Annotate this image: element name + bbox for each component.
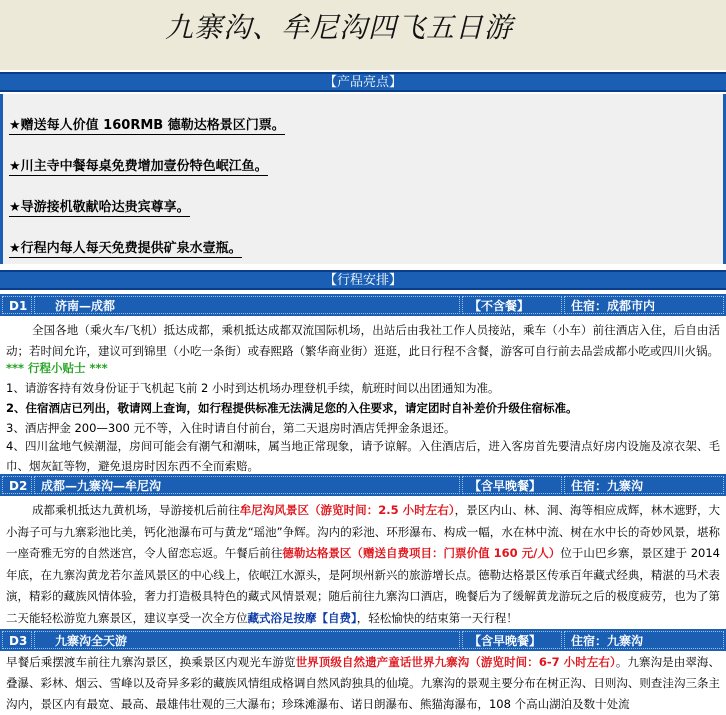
day-stay: 住宿：九寨沟 bbox=[564, 476, 724, 494]
itinerary-header-bar bbox=[0, 270, 726, 290]
highlight-item: ★川主寺中餐每桌免费增加壹份特色岷江鱼。 bbox=[9, 155, 268, 176]
tip-item: 1、请游客持有效身份证于飞机起飞前 2 小时到达机场办理登机手续，航班时间以出团通知为准。 bbox=[6, 381, 500, 395]
highlight-item: ★导游接机敬献哈达贵宾尊享。 bbox=[9, 196, 190, 217]
day-description: 全国各地（乘火车/飞机）抵达成都，乘机抵达成都双流国际机场，出站后由我社工作人员接站，乘车（小车）前往酒店入住，后自由活动；若时间允许，建议可到锦里（小吃一条街）或春熙路（繁华商业街）逛逛，此日行程不含餐，游客可自行前去品尝成都小吃或四川火锅。 bbox=[6, 323, 720, 358]
highlight-item: ★赠送每人价值 160RMB 德勒达格景区门票。 bbox=[9, 114, 285, 135]
highlight-item: ★行程内每人每天免费提供矿泉水壹瓶。 bbox=[9, 237, 242, 258]
highlights-panel bbox=[0, 94, 726, 264]
itinerary-header: 【行程安排】 bbox=[323, 273, 402, 288]
title-band bbox=[0, 0, 726, 70]
day-header-row bbox=[0, 629, 726, 651]
highlights-header-bar bbox=[0, 72, 726, 92]
day-header-row bbox=[0, 474, 726, 496]
tip-item: 2、住宿酒店已列出，敬请网上查询，如行程提供标准无法满足您的入住要求，请定团时自补差价升级住宿标准。 bbox=[6, 401, 578, 415]
tip-item: 3、酒店押金 200—300 元不等，入住时请自付前台，第二天退房时酒店凭押金条退还。 bbox=[6, 421, 456, 435]
tips-title: *** 行程小贴士 *** bbox=[6, 361, 108, 375]
tip-item: 4、四川盆地气候潮湿，房间可能会有潮气和潮味，属当地正常现象，请予谅解。入住酒店后，进入客房首先要清点好房内设施及凉衣架、毛巾、烟灰缸等物，避免退房时因东西不全而索赔。 bbox=[6, 439, 720, 473]
day-route: 成都—九寨沟—牟尼沟 bbox=[34, 476, 460, 494]
day-stay: 住宿：九寨沟 bbox=[564, 631, 724, 649]
day-meals: 【不含餐】 bbox=[462, 296, 562, 314]
day-number: D3 bbox=[2, 631, 32, 649]
day-description: 成都乘机抵达九黄机场，导游接机后前往牟尼沟风景区（游览时间：2.5 小时左右），景区内山、林、洞、海等相应成辉，林木遮野，大小海子可与九寨彩池比美，钙化池瀑布可与黄龙“瑶池”争辉。沟内的彩池、环形瀑布、构成一幅，水在林中流、树在水中长的奇妙风景，堪称一座奇雅无穷的自然迷宫，令人留恋忘返。午餐后前往德勒达格景区（赠送自费项目：门票价值 160 元/人）位于山巴乡寨，景区建于 2014 年底，在九寨沟黄龙若尔盖风景区的中心线上，依岷江水源头，是阿坝州新兴的旅游增长点。德勒达格景区传承百年藏式经典，精湛的马术表演，精彩的藏族风情体验，奢力打造极具特色的藏式风情景观；随后前往九寨沟口酒店，晚餐后为了缓解黄龙游玩之后的极度疲劳，也为了第二天能轻松游览九寨景区，建议享受一次全方位藏式浴足按摩【自费】，轻松愉快的结束第一天行程！ bbox=[6, 503, 721, 625]
day-number: D1 bbox=[2, 296, 32, 314]
day-number: D2 bbox=[2, 476, 32, 494]
day-route: 九寨沟全天游 bbox=[34, 631, 460, 649]
page-title: 九寨沟、牟尼沟四飞五日游 bbox=[165, 11, 514, 44]
day-route: 济南—成都 bbox=[34, 296, 460, 314]
day-stay: 住宿：成都市内 bbox=[564, 296, 724, 314]
day-description: 早餐后乘摆渡车前往九寨沟景区，换乘景区内观光车游览世界顶级自然遗产童话世界九寨沟（游览时间：6-7 小时左右）。九寨沟是由翠海、叠瀑、彩林、烟云、雪峰以及奇异多彩的藏族风情组成格调自然风韵独具的仙境。九寨沟的景观主要分布在树正沟、日则沟、则查洼沟三条主沟内，景区内有最宽、最高、最雄伟壮观的三大瀑布；珍珠滩瀑布、诺日朗瀑布、熊猫海瀑布，108 个高山湖泊及数十处流 bbox=[6, 655, 721, 711]
highlights-header: 【产品亮点】 bbox=[323, 75, 402, 90]
day-meals: 【含早晚餐】 bbox=[462, 631, 562, 649]
day-meals: 【含早晚餐】 bbox=[462, 476, 562, 494]
day-header-row bbox=[0, 294, 726, 316]
